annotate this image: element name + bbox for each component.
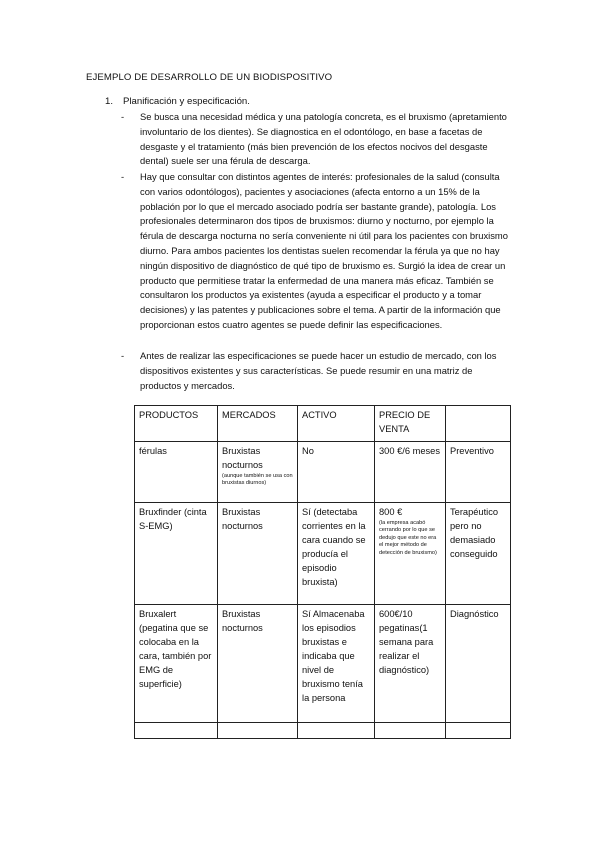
cell-mercado: [218, 605, 298, 723]
table-row: [135, 605, 511, 723]
table-row-empty: [135, 723, 511, 739]
bullet-item: [121, 349, 513, 393]
cell-precio: [375, 723, 446, 739]
bullet-item: [121, 170, 513, 349]
cell-tipo: Terapéutico pero no demasiado conseguido: [446, 503, 511, 605]
cell-activo: Sí (detectaba corrientes en la cara cuando se producía el episodio bruxista): [298, 503, 375, 605]
mercado-text: Bruxistas nocturnos: [222, 446, 263, 470]
cell-mercado: [218, 503, 298, 605]
header-precio: PRECIO DE VENTA: [375, 406, 446, 442]
document-title: EJEMPLO DE DESARROLLO DE UN BIODISPOSITIVO: [86, 72, 333, 83]
cell-producto: Bruxalert (pegatina que se colocaba en la cara, también por EMG de superficie): [135, 605, 218, 723]
table-row: [135, 442, 511, 503]
cell-activo: No: [298, 442, 375, 503]
bullet-dash: -: [121, 171, 125, 182]
mercado-text: Bruxistas nocturnos: [222, 507, 263, 531]
table-row: [135, 503, 511, 605]
section-title: Planificación y especificación.: [123, 96, 250, 107]
bullet-item: [121, 110, 513, 170]
cell-precio: [375, 442, 446, 503]
cell-mercado: [218, 723, 298, 739]
cell-producto: Bruxfinder (cinta S-EMG): [135, 503, 218, 605]
cell-precio: [375, 503, 446, 605]
cell-precio: [375, 605, 446, 723]
header-tipo: [446, 406, 511, 442]
mercado-text: Bruxistas nocturnos: [222, 609, 263, 633]
mercado-note: (aunque también se usa con bruxistas diurnos): [222, 473, 293, 487]
bullet-dash: -: [121, 350, 125, 361]
cell-tipo: [446, 723, 511, 739]
precio-note: (la empresa acabó cerrando por lo que se dedujo que este no era el mejor método de detección de bruxismo): [379, 520, 437, 556]
product-market-matrix: [134, 405, 511, 739]
section-heading: [105, 96, 250, 107]
table-header-row: [135, 406, 511, 442]
section-number: 1.: [105, 96, 114, 107]
cell-activo: Sí Almacenaba los episodios bruxistas e indicaba que nivel de bruxismo tenía la persona: [298, 605, 375, 723]
cell-mercado: [218, 442, 298, 503]
header-productos: PRODUCTOS: [135, 406, 218, 442]
bullet-text: Antes de realizar las especificaciones se puede hacer un estudio de mercado, con los dispositivos existentes y sus características. Se puede resumir en una matriz de productos y mercados.: [140, 350, 497, 391]
precio-text: 600€/10 pegatinas(1 semana para realizar el diagnóstico): [379, 609, 434, 675]
cell-producto: [135, 723, 218, 739]
cell-tipo: Preventivo: [446, 442, 511, 503]
precio-text: 800 €: [379, 507, 403, 517]
bullet-dash: -: [121, 111, 125, 122]
bullet-text: Se busca una necesidad médica y una patología concreta, es el bruxismo (apretamiento involuntario de los dientes). Se diagnostica en el odontólogo, en base a facetas de desgaste y el tratamiento (más bien prevención de los efectos nocivos del desgaste dental) suele ser una férula de descarga.: [140, 111, 507, 167]
bullet-text: Hay que consultar con distintos agentes de interés: profesionales de la salud (consulta con varios odontólogos), pacientes y asociaciones (afecta entorno a un 15% de la población por lo que el mercado asociado podría ser bastante grande), patología. Los profesionales determinaron dos tipos de bruxismos: diurno y nocturno, por ejemplo la férula de descarga nocturna no sería conveniente ni útil para los pacientes con bruxismo diurno. Para ambos pacientes los dentistas suelen recomendar la férula ya que no hay ningún dispositivo de diagnóstico de qué tipo de bruxismo es. Surgió la idea de crear un producto que permitiese tratar la enfermedad de una manera más eficaz. También se consultaron los productos ya existentes (ayuda a especificar el producto y a tomar decisiones) y las patentes y publicaciones sobre el tema. A partir de la información que proporcionan estos cuatro agentes se puede definir las especificaciones.: [140, 171, 508, 330]
header-mercados: MERCADOS: [218, 406, 298, 442]
cell-activo: [298, 723, 375, 739]
header-activo: ACTIVO: [298, 406, 375, 442]
cell-producto: férulas: [135, 442, 218, 503]
cell-tipo: Diagnóstico: [446, 605, 511, 723]
precio-text: 300 €/6 meses: [379, 446, 440, 456]
bullet-list: [121, 110, 513, 393]
